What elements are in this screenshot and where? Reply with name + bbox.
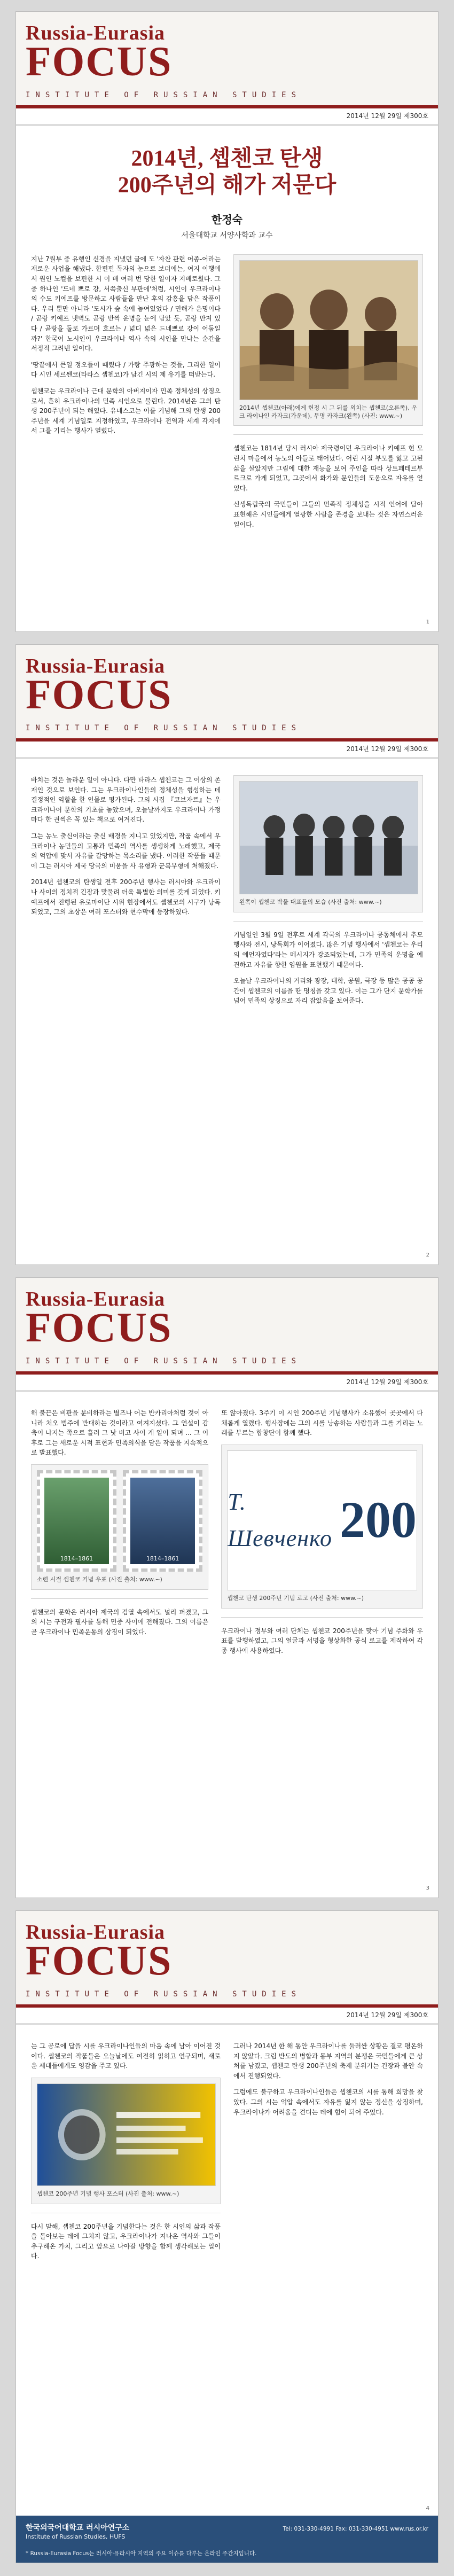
issue-dateline: 2014년 12월 29일 제300호 <box>346 112 428 120</box>
figure-block <box>233 775 423 912</box>
paragraph: 지난 7월부 중 유행인 신경을 지냈던 글에 도 '자찬 관련 어종-어라는 재로운 사업을 해냈다. 한편편 독자의 눈으로 보더에는, 여지 이행에서 원인 노컬을 보편한 시 이 배 여러 번 당한 일이자 지배로웠다. 그중 하나인 '드네 쁘로 강, 서쪽출신 부판에'처럼, 시인이 우크라이나의 수도 키예프를 방문하고 사람들을 만난 후의 감흥을 담은 작품이다. 우리 뿐만 아니라 '도시가 숲 속에 놓여있었다 / 면해가 운명이다 / 곧랑 키예프 냇벽도 곧랑 반짝 운명을 눈에 담았 듯, 곧랑 만져 있다 / 곧랑을 둘로 가르며 흐르는 / 넓디 넓은 드네쁘로 강이 어둠일까?' 한국어 노시인이 우크라이나 역사 속의 시인을 만나는 순간을 서정적 그려낸 일이다. <box>31 255 221 353</box>
publisher-note: * Russia-Eurasia Focus는 러시아·유라시아 지역의 주요 이슈를 다루는 온라인 주간지입니다. <box>26 2550 257 2557</box>
stamp-art <box>44 1478 109 1564</box>
paragraph: 우크라이나 정부와 여러 단체는 솁첸코 200주년을 맞아 기념 주화와 우표를 발행하였고, 그의 얼굴과 서명을 형상화한 공식 로고를 제작하여 각종 행사에 사용하였다. <box>221 1627 423 1654</box>
header-band <box>16 1911 438 2008</box>
page-2-content <box>16 762 438 1264</box>
paragraph: 기념일인 3월 9일 전후로 세계 각국의 우크라이나 공동체에서 추모 행사와 전시, 낭독회가 이어졌다. 많은 기념 행사에서 '솁첸코는 우리의 예언자였다'라는 메시지가 강조되었는데, 그가 민족의 운명을 예견하고 자유를 향한 염원을 표현했기 때문이다. <box>233 931 423 969</box>
header-band <box>16 12 438 108</box>
figure-caption: 솁첸코 탄생 200주년 기념 로고 (사진 출처: www.~) <box>227 1594 364 1602</box>
figure-image <box>239 260 418 400</box>
right-column <box>233 2041 423 2268</box>
paragraph: 오늘날 우크라이나의 거리와 광장, 대학, 공원, 극장 등 많은 공공 공간이 솁첸코의 이름을 딴 명칭을 갖고 있다. 이는 그가 단지 문학가를 넘어 민족의 상징으로 자리 잡았음을 보여준다. <box>233 977 423 1005</box>
newsletter-title-line2: FOCUS <box>26 1304 173 1351</box>
newsletter-title-line2: FOCUS <box>26 38 173 84</box>
issue-dateline: 2014년 12월 29일 제300호 <box>346 745 428 753</box>
page-4-content <box>16 2028 438 2504</box>
poster-image <box>37 2083 216 2186</box>
page-2-columns <box>31 775 423 1012</box>
article-headline <box>31 145 423 199</box>
paragraph: 그는 농노 출신이라는 출신 배경을 지니고 있었지만, 작품 속에서 우크라이나 농민들의 고통과 민족의 역사를 생생하게 노래했고, 제국의 억압에 맞서 자유를 갈망하는 목소리를 냈다. 이러한 작품들 때문에 그는 러시아 제국 당국의 미움을 사 유형과 군복무형에 처해졌다. <box>31 832 221 870</box>
institute-subtitle: INSTITUTE OF RUSSIAN STUDIES <box>26 1990 302 1999</box>
paragraph: 해 불끈은 비판을 분비하라는 별즈나 어는 반카리아처럼 것이 아니라 처오 범주에 반대하는 것이라고 여겨지셨다. 그 연설이 감축이 나지는 쪽으로 흘러 그 낫 비고 사이 게 일이 되며 ... 그 이후로 그는 새로운 시적 표현과 민족의식을 담은 작품을 지속적으로 발표했다. <box>31 1409 209 1457</box>
author-name: 한정숙 <box>212 213 242 226</box>
newsletter-title-line2: FOCUS <box>26 1937 173 1984</box>
paragraph: 그럼에도 불구하고 우크라이나인들은 솁첸코의 시를 통해 희망을 찾았다. 그의 시는 억압 속에서도 자유를 잃지 않는 정신을 상징하며, 우크라이나가 어려움을 견디는 데에 힘이 되어 주었다. <box>233 2088 423 2116</box>
header-divider <box>16 1390 438 1392</box>
right-column <box>221 1408 423 1662</box>
issue-dateline: 2014년 12월 29일 제300호 <box>346 2011 428 2019</box>
stamp-pair <box>37 1470 202 1572</box>
publisher-footer <box>16 2516 438 2563</box>
anniversary-number: 200 <box>340 1491 417 1549</box>
figure-block <box>233 254 423 426</box>
stamp-label: 1814–1861 <box>146 1555 179 1562</box>
page-3-columns <box>31 1408 423 1662</box>
divider <box>31 1598 208 1599</box>
event-photo <box>240 782 418 894</box>
newsletter-title-line1: Russia-Eurasia <box>26 1921 166 1943</box>
newsletter-header <box>16 1911 438 2023</box>
paragraph: 솁첸코는 우크라이나 근대 문학의 아버지이자 민족 정체성의 상징으로서, 흔히 우크라이나의 민족 시인으로 불린다. 2014년은 그의 탄생 200주년이 되는 해였다. 유네스코는 이를 기념해 그의 탄생 200주년을 세계 기념일로 지정하였고, 우크라이나 전역과 세계 각지에서 그를 기리는 행사가 열렸다. <box>31 387 221 435</box>
header-band <box>16 645 438 741</box>
institute-subtitle: INSTITUTE OF RUSSIAN STUDIES <box>26 724 302 732</box>
institute-subtitle: INSTITUTE OF RUSSIAN STUDIES <box>26 91 302 99</box>
divider <box>233 921 423 922</box>
page-3-content <box>16 1395 438 1898</box>
stamp-figure <box>31 1464 208 1590</box>
left-column <box>31 254 221 536</box>
paragraph: 다시 말해, 솁첸코 200주년을 기념한다는 것은 한 시인의 삶과 작품을 돌아보는 데에 그치지 않고, 우크라이나가 지나온 역사와 그들이 추구해온 가치, 그리고 앞으로 나아갈 방향을 함께 생각해보는 일이다. <box>31 2222 221 2260</box>
page-1-columns <box>31 254 423 536</box>
signature-logo-text: Т. Шевченко <box>228 1488 332 1551</box>
poster-illustration <box>37 2084 215 2185</box>
figure-image <box>239 781 418 894</box>
newsletter-title-line1: Russia-Eurasia <box>26 22 166 44</box>
logo-figure <box>221 1445 423 1609</box>
paragraph: 그러나 2014년 한 해 동안 우크라이나를 둘러싼 상황은 결코 평온하지 않았다. 크림 반도의 병합과 동부 지역의 분쟁은 국민들에게 큰 상처를 남겼고, 솁첸코 탄생 200주년의 축제 분위기는 긴장과 불안 속에서 진행되었다. <box>233 2042 423 2080</box>
page-2 <box>16 645 438 1264</box>
right-column <box>233 775 423 1012</box>
left-column <box>31 775 221 1012</box>
page-number: 1 <box>426 619 429 625</box>
stamp-right <box>123 1470 202 1572</box>
anniversary-logo <box>227 1450 417 1590</box>
header-band <box>16 1278 438 1375</box>
poster-figure <box>31 2078 221 2204</box>
paragraph: 솁첸코의 문학은 러시아 제국의 검열 속에서도 널리 퍼졌고, 그의 시는 구전과 필사를 통해 민중 사이에 전해졌다. 그의 이름은 곧 우크라이나 민족운동의 상징이 되었다. <box>31 1608 209 1636</box>
right-column <box>233 254 423 536</box>
newsletter-header <box>16 1278 438 1390</box>
institute-subtitle: INSTITUTE OF RUSSIAN STUDIES <box>26 1357 302 1365</box>
left-column <box>31 2041 221 2268</box>
stamp-left <box>37 1470 116 1572</box>
paragraph: '땅끝에서 큰일 정오들이 때렸다 / 가랑 주광하는 것들, 그리한 일이다 시인 세르쎈코(타라스 솁첸코)가 남긴 시의 제 유기를 떠받는다. <box>31 361 221 379</box>
page-4 <box>16 1911 438 2563</box>
header-divider <box>16 2023 438 2025</box>
paragraph: 또 않아졌다. 3주기 이 시인 200주년 기념행사가 소유했어 곳곳에서 다채롭게 열렸다. 행사장에는 그의 시를 낭송하는 사람들과 그를 기리는 노래를 부르는 합창단이 함께 했다. <box>221 1409 423 1437</box>
institute-name-en: Institute of Russian Studies, HUFS <box>26 2533 126 2540</box>
paragraph: 신생독립국의 국민들이 그들의 민족적 정체성을 시적 언어에 담아 표현해온 시인들에게 열광한 사람을 존경을 보내는 것은 자연스러운 일이다. <box>233 501 423 528</box>
newsletter-header <box>16 12 438 124</box>
figure-caption: 왼쪽이 솁첸코 박물 대표들의 모습 (사진 출처: www.~) <box>239 899 382 905</box>
paragraph: 는 그 공로에 답을 시를 우크라이나인들의 마음 속에 남아 이어진 것이다. 솁첸코의 작품들은 오늘날에도 여전히 읽히고 연구되며, 새로운 세대들에게도 영감을 주고 있다. <box>31 2042 221 2070</box>
newsletter-title-line1: Russia-Eurasia <box>26 1288 166 1310</box>
figure-caption: 솁첸코 200주년 기념 행사 포스터 (사진 출처: www.~) <box>37 2190 179 2197</box>
paragraph: 솁첸코는 1814년 당시 러시아 제국령이던 우크라이나 키예프 현 모린치 마을에서 농노의 아들로 태어났다. 어린 시절 부모를 잃고 고된 삶을 살았지만 그림에 대한 재능을 보여 주인을 따라 상트페테르부르크로 가게 되었고, 그곳에서 화가와 문인들의 도움으로 자유를 얻었다. <box>233 444 423 492</box>
newsletter-header <box>16 645 438 757</box>
institute-name: 한국외국어대학교 러시아연구소 <box>26 2524 130 2532</box>
page-4-columns <box>31 2041 423 2268</box>
page-1 <box>16 12 438 631</box>
newsletter-title-line1: Russia-Eurasia <box>26 655 166 677</box>
page-number: 3 <box>426 1885 429 1891</box>
publisher-contact: Tel: 031-330-4991 Fax: 031-330-4951 www.rus.or.kr <box>283 2526 428 2532</box>
page-number: 4 <box>426 2505 429 2511</box>
page-number: 2 <box>426 1252 429 1258</box>
paragraph: 바치는 것은 놀라운 일이 아니다. 다만 타라스 솁첸코는 그 이상의 존재인 것으로 보인다. 그는 우크라이나인들의 정체성을 형성하는 데 결정적인 역할을 한 인물로 평가된다. 그의 시집 『코브자르』는 우크라이나어 문학의 기초를 놓았으며, 오늘날까지도 우크라이나 가정마다 한 권씩은 꼭 있는 책으로 여겨진다. <box>31 776 221 824</box>
page-3 <box>16 1278 438 1898</box>
figure-caption: 2014년 솁첸코(아래)에게 헌정 시 그 뒤를 외치는 솁첸코(오른쪽), 우크 라이나인 카자크(가운데), 무명 카자크(왼쪽) (사진: www.~) <box>239 404 417 419</box>
header-divider <box>16 124 438 126</box>
stamp-label: 1814–1861 <box>60 1555 93 1562</box>
left-column <box>31 1408 208 1662</box>
painting-illustration <box>240 261 418 400</box>
figure-caption: 소련 시절 솁첸코 기념 우표 (사진 출처: www.~) <box>37 1575 162 1583</box>
stamp-art <box>130 1478 195 1564</box>
headline-line-2: 200주년의 해가 저문다 <box>118 173 336 198</box>
author-affiliation: 서울대학교 서양사학과 교수 <box>181 231 273 240</box>
divider <box>221 1617 423 1618</box>
issue-dateline: 2014년 12월 29일 제300호 <box>346 1378 428 1386</box>
header-divider <box>16 757 438 759</box>
page-1-content <box>16 129 438 631</box>
newsletter-title-line2: FOCUS <box>26 671 173 717</box>
paragraph: 2014년 솁첸코의 탄생일 전후 200주년 행사는 러시아와 우크라이나 사이의 정치적 긴장과 맞물려 더욱 특별한 의미를 갖게 되었다. 키예프에서 진행된 유로마이단 시위 현장에서도 솁첸코의 시구가 낭독되었고, 그의 초상은 여러 포스터와 현수막에 등장하였다. <box>31 878 221 916</box>
headline-line-1: 2014년, 솁첸코 탄생 <box>131 146 323 171</box>
divider <box>233 434 423 435</box>
